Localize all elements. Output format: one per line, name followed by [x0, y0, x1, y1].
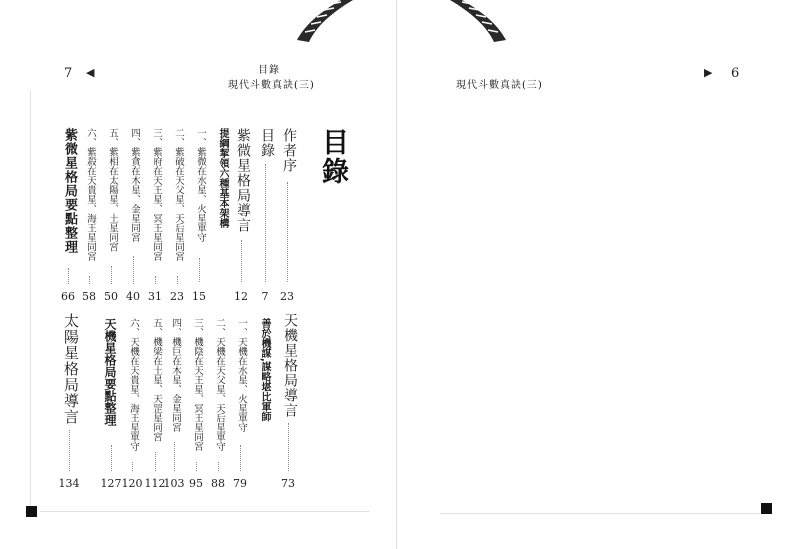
- toc-page-number: 7: [261, 290, 269, 303]
- toc-entry: 五、紫相在太陽星、土星同宮: [107, 128, 118, 252]
- toc-entry: 四、機巨在木星、金星同宮: [170, 318, 181, 432]
- toc-leader: [288, 423, 289, 471]
- toc-leader: [111, 445, 112, 471]
- toc-leader: [218, 462, 219, 471]
- toc-page-number: 73: [281, 477, 295, 490]
- toc-page-number: 23: [280, 290, 294, 303]
- toc-entry: 六、紫殺在天貴星、海王星同宮: [85, 128, 96, 261]
- toc-page-number: 88: [211, 477, 225, 490]
- toc-entry: 三、紫府在天王星、冥王星同宮: [151, 128, 162, 261]
- toc-entry: 紫微星格局導言: [235, 128, 251, 233]
- toc-entry: 五、機梁在土星、天罡星同宮: [151, 318, 162, 442]
- toc-leader: [240, 445, 241, 471]
- left-running-header: 目錄: [258, 65, 280, 76]
- toc-page-number: 120: [121, 477, 143, 490]
- toc-leader: [111, 266, 112, 284]
- toc-leader: [177, 276, 178, 284]
- toc-entry: 一、紫微在水星、火星單守: [195, 128, 206, 242]
- right-arrow-icon: ▶: [704, 66, 713, 79]
- toc-entry: 二、天機在天父星、天后星單守: [214, 318, 225, 451]
- toc-entry: 太陽星格局導言: [62, 313, 80, 425]
- toc-page-number: 58: [82, 290, 96, 303]
- toc-leader: [265, 164, 266, 282]
- right-page-number: 6: [731, 66, 740, 81]
- toc-page-number: 15: [192, 290, 206, 303]
- toc-leader: [89, 276, 90, 284]
- toc-page-number: 127: [100, 477, 122, 490]
- toc-page-number: 95: [189, 477, 203, 490]
- toc-leader: [132, 462, 133, 471]
- toc-page-number: 79: [233, 477, 247, 490]
- toc-page-number: 134: [58, 477, 80, 490]
- toc-entry: 天機星格局導言: [282, 313, 298, 418]
- toc-section-heading: 善於機謀,謀略堪比軍師: [259, 318, 270, 422]
- toc-entry: 三、機陰在天王星、冥王星同宮: [192, 318, 203, 451]
- toc-leader: [199, 258, 200, 282]
- toc-leader: [69, 430, 70, 471]
- toc-page-number: 66: [61, 290, 75, 303]
- bottom-rule-left: [40, 511, 370, 512]
- left-ornament-graphic: [295, 0, 355, 42]
- toc-page-number: 103: [163, 477, 185, 490]
- toc-leader: [133, 256, 134, 284]
- toc-entry: 六、天機在天貴星、海王星單守: [128, 318, 139, 451]
- toc-leader: [155, 452, 156, 471]
- toc-leader: [241, 240, 242, 282]
- toc-page-number: 12: [234, 290, 248, 303]
- toc-entry: 目錄: [259, 128, 275, 158]
- left-page-edge: [30, 90, 31, 510]
- toc-entry: 一、天機在水星、火星單守: [236, 318, 247, 432]
- toc-page-number: 50: [104, 290, 118, 303]
- toc-entry: 紫微星格局要點整理: [62, 128, 77, 254]
- toc-leader: [68, 268, 69, 284]
- page-fold: [396, 0, 397, 549]
- right-ornament-graphic: [448, 0, 508, 42]
- toc-entry: 二、紫破在天父星、天后星同宮: [173, 128, 184, 261]
- toc-page-number: 31: [148, 290, 162, 303]
- left-page-number: 7: [64, 66, 73, 81]
- toc-page-number: 112: [144, 477, 166, 490]
- left-arrow-icon: ◀: [86, 66, 95, 79]
- toc-leader: [287, 182, 288, 282]
- toc-section-heading: 提綱挈領六種基本架構: [217, 128, 228, 228]
- toc-leader: [174, 442, 175, 471]
- toc-entry: 天機星格局要點整理: [103, 318, 117, 426]
- toc-leader: [155, 276, 156, 284]
- registration-mark-left: [26, 506, 37, 517]
- toc-entry: 四、紫貪在木星、金星同宮: [129, 128, 140, 242]
- right-running-header: 現代斗數真訣(三): [456, 80, 543, 91]
- registration-mark-right: [761, 503, 772, 514]
- toc-leader: [196, 462, 197, 471]
- bottom-rule-right: [440, 513, 760, 514]
- toc-page-number: 40: [126, 290, 140, 303]
- toc-title: 目錄: [317, 128, 348, 186]
- left-running-subtitle: 現代斗數真訣(三): [228, 80, 315, 91]
- toc-page-number: 23: [170, 290, 184, 303]
- toc-entry: 作者序: [281, 128, 297, 173]
